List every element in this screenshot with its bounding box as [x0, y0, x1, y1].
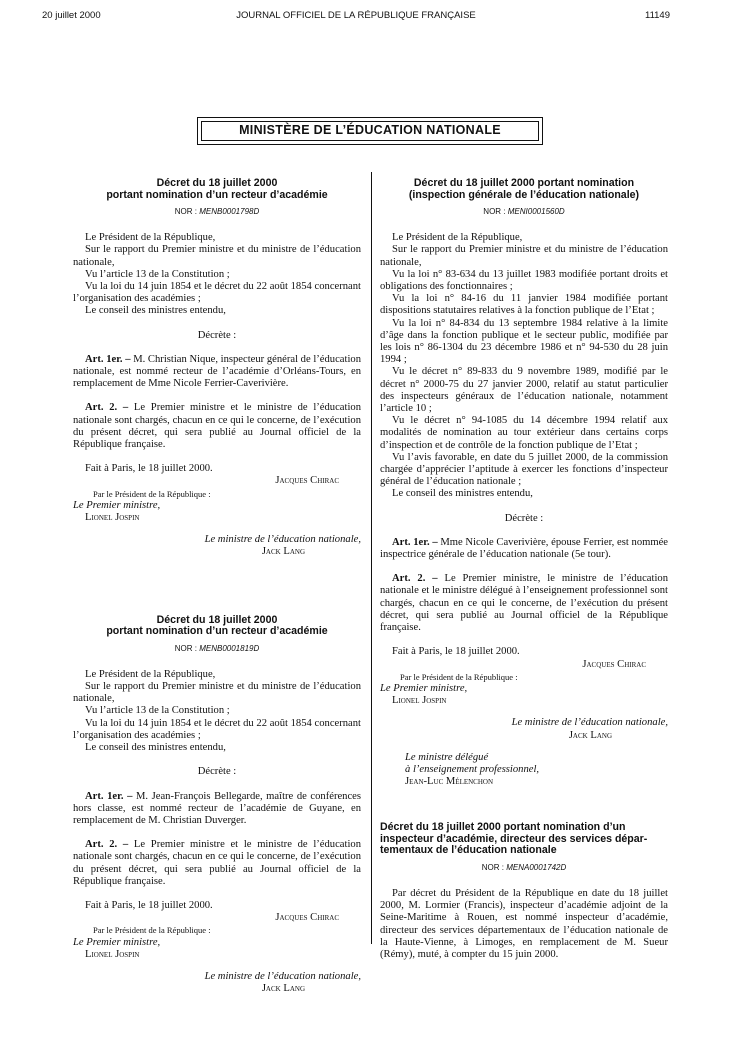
decrete-label: Décrète : [197, 766, 237, 778]
preamble-line: Vu le décret n° 89-833 du 9 novembre 1989, modifié par le décret n° 2000-75 du 27 janvier 2000, relatif au statut particulier des inspecteurs généraux de l’éducation nationale, notamment l’article 10 ; [380, 366, 668, 415]
preamble-line: Sur le rapport du Premier ministre et du ministre de l’éducation nationale, [73, 681, 361, 705]
left-column [73, 178, 361, 1051]
right-column [380, 178, 668, 1017]
preamble-line: Vu l’avis favorable, en date du 5 juillet 2000, de la commission chargée d’apprécier l’aptitude à exercer les fonctions d’inspecteur général de l’éducation nationale ; [380, 451, 668, 488]
fait-a-paris: Fait à Paris, le 18 juillet 2000. [392, 646, 520, 658]
decrete-label: Décrète : [197, 329, 237, 341]
premier-ministre-name: Lionel Jospin [85, 948, 140, 960]
decree-right-1 [380, 178, 668, 788]
premier-ministre-title: Le Premier ministre, [73, 499, 161, 511]
preamble-line: Le Président de la République, [85, 232, 216, 244]
ministre-delegue-title-2: à l’enseignement professionnel, [405, 763, 540, 775]
preamble-line: Le conseil des ministres entendu, [392, 488, 533, 500]
decree-right-2 [380, 822, 668, 961]
signature-president: Jacques Chirac [275, 912, 339, 924]
article-2: Art. 2. – Le Premier ministre, le ministre de l’éducation nationale et le ministre délégué à l’enseignement professionnel sont chargés, chacun en ce qui le concerne, de l’exécution du présent décret, qui sera publié au Journal officiel de la République française. [380, 573, 668, 634]
ministre-delegue-name: Jean-Luc Mélenchon [405, 776, 494, 788]
decree-left-2 [73, 615, 361, 996]
preamble-line: Vu la loi du 14 juin 1854 et le décret du 22 août 1854 concernant l’organisation des académies ; [73, 281, 361, 305]
premier-ministre-name: Lionel Jospin [85, 512, 140, 524]
ministre-name: Jack Lang [261, 983, 305, 995]
preamble-line: Vu le décret n° 94-1085 du 14 décembre 1994 relatif aux modalités de nomination au tour extérieur dans certains corps d’inspection et de contrôle de la fonction publique de l’Etat ; [380, 415, 668, 451]
nor-reference: NOR : MENB0001819D [174, 643, 260, 653]
preamble-line: Vu la loi n° 84-834 du 13 septembre 1984 relative à la limite d’âge dans la fonction publique et le secteur public, modifiée par les lois n° 86-1304 du 23 décembre 1986 et n° 94-530 du 28 juin 1994 ; [380, 317, 668, 366]
journal-title: JOURNAL OFFICIEL DE LA RÉPUBLIQUE FRANÇAISE [236, 10, 476, 21]
signature-president: Jacques Chirac [582, 658, 646, 670]
decrete-label: Décrète : [504, 512, 544, 524]
decree-title: Décret du 18 juillet 2000 portant nomination d’un recteur d’académie [106, 613, 328, 638]
preamble-line: Vu la loi n° 83-634 du 13 juillet 1983 modifiée portant droits et obligations des fonctionnaires ; [380, 268, 668, 293]
ministre-name: Jack Lang [568, 729, 612, 741]
ministre-title: Le ministre de l’éducation nationale, [204, 534, 361, 546]
preamble-line: Vu l’article 13 de la Constitution ; [85, 705, 230, 717]
column-divider [371, 172, 372, 944]
premier-ministre-name: Lionel Jospin [392, 695, 447, 707]
ministre-delegue-title: Le ministre délégué [405, 751, 489, 763]
premier-ministre-title: Le Premier ministre, [73, 936, 161, 948]
header-date: 20 juillet 2000 [42, 10, 101, 21]
article-1: Art. 1er. – Mme Nicole Caverivière, épouse Ferrier, est nommée inspectrice générale de l’éducation nationale (5e tour). [380, 536, 669, 561]
decree-left-1 [73, 178, 361, 559]
nor-reference: NOR : MENA0001742D [481, 862, 567, 872]
article-2: Art. 2. – Le Premier ministre et le ministre de l’éducation nationale sont chargés, chacun en ce qui le concerne, de l’exécution du présent décret, qui sera publié au Journal officiel de la République française. [73, 402, 361, 451]
page-number: 11149 [644, 10, 670, 21]
decree-title: Décret du 18 juillet 2000 portant nomination (inspection générale de l’éducation nationale) [408, 177, 640, 201]
preamble-line: Le conseil des ministres entendu, [85, 305, 226, 317]
fait-a-paris: Fait à Paris, le 18 juillet 2000. [85, 899, 213, 911]
ministre-title: Le ministre de l’éducation nationale, [511, 717, 668, 729]
par-le-president: Par le Président de la République : [93, 488, 211, 499]
article-1: Art. 1er. – M. Jean-François Bellegarde, maître de conférences hors classe, est nommé recteur de l’académie de Guyane, en remplacement de M. Christian Duverger. [73, 790, 362, 826]
signature-president: Jacques Chirac [275, 475, 339, 487]
preamble-line: Vu la loi du 14 juin 1854 et le décret du 22 août 1854 concernant l’organisation des académies ; [73, 717, 361, 741]
par-le-president: Par le Président de la République : [93, 925, 211, 936]
decree-title: Décret du 18 juillet 2000 portant nomination d’un recteur d’académie [106, 177, 328, 201]
preamble-line: Sur le rapport du Premier ministre et du ministre de l’éducation nationale, [73, 244, 361, 268]
decree-body: Par décret du Président de la République en date du 18 juillet 2000, M. Lormier (Francis), inspecteur d’académie adjoint de la Seine-Maritime à Rouen, est nommé inspecteur d’académie, directeur des services départementaux de l’éducation nationale de la Haute-Vienne, à Limoges, en remplacement de M. Sueur (Rémy), muté, à compter du 15 juin 2000. [380, 888, 668, 961]
par-le-president: Par le Président de la République : [400, 671, 518, 682]
preamble-line: Sur le rapport du Premier ministre et du ministre de l’éducation nationale, [380, 244, 668, 268]
nor-reference: NOR : MENI0001560D [483, 207, 565, 216]
ministry-title: MINISTÈRE DE L’ÉDUCATION NATIONALE [201, 121, 539, 141]
preamble-line: Le Président de la République, [392, 232, 523, 244]
preamble-line: Vu l’article 13 de la Constitution ; [85, 268, 230, 280]
article-2: Art. 2. – Le Premier ministre et le ministre de l’éducation nationale sont chargés, chacun en ce qui le concerne, de l’exécution du présent décret, qui sera publié au Journal officiel de la République française. [73, 839, 361, 887]
fait-a-paris: Fait à Paris, le 18 juillet 2000. [85, 463, 213, 475]
premier-ministre-title: Le Premier ministre, [380, 682, 468, 694]
page-header [42, 10, 670, 24]
ministry-box [197, 117, 543, 145]
nor-reference: NOR : MENB0001798D [174, 207, 260, 216]
ministre-name: Jack Lang [261, 546, 305, 558]
preamble-line: Le conseil des ministres entendu, [85, 742, 226, 754]
article-1: Art. 1er. – M. Christian Nique, inspecteur général de l’éducation nationale, est nommé recteur de l’académie d’Orléans-Tours, en remplacement de Mme Nicole Ferrier-Caverivière. [73, 353, 361, 390]
decree-title: Décret du 18 juillet 2000 portant nomination d’un inspecteur d’académie, directeur des services dépar- tementaux de l’éducation nationale [380, 821, 648, 857]
preamble-line: Vu la loi n° 84-16 du 11 janvier 1984 modifiée portant dispositions statutaires relatives à la fonction publique de l’Etat ; [380, 293, 668, 317]
preamble-line: Le Président de la République, [85, 668, 216, 680]
ministre-title: Le ministre de l’éducation nationale, [204, 970, 361, 982]
